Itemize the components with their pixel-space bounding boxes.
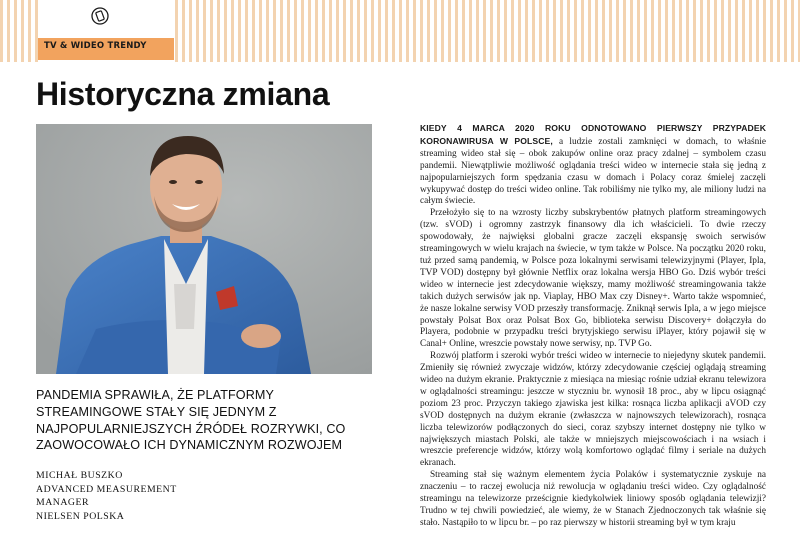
article-paragraph: Streaming stał się ważnym elementem życia Polaków i systematycznie zyskuje na znaczeniu – to raczej ewolucja niż rewolucja w oglądaniu treści wideo. Czy oglądalność streamingu na telewizorze prześcignie kiedykolwiek liniowy sposób oglądania telewizji? Trudno w tej chwili powiedzieć, ale wiemy, że w Stanach Zjednoczonych tak właśnie się stało. Nastąpiło to w lipcu br. – po raz pierwszy w historii streaming był w tym kraju — [420, 470, 766, 528]
author-name: MICHAŁ BUSZKO — [36, 470, 123, 481]
article-paragraph: Rozwój platform i szeroki wybór treści wideo w internecie to niejedyny skutek pandemii. Zmieniły się również zwyczaje widzów, którzy zdecydowanie częściej oglądają streaming wideo na dużym ekranie. Praktycznie z miesiąca na miesiąc rośnie udział ekranu telewizora w oglądalności streamingu: jeszcze w styczniu br. wynosił 18 proc., aby w lipcu osiągnąć poziom 23 proc. Przyczyn takiego zjawiska jest kilka: rosnąca liczba aplikacji aVOD czy sVOD dostępnych na dużym ekranie (zwłaszcza w najnowszych telewizorach), rosnąca liczba telewizorów podłączonych do sieci, coraz szybszy internet dostępny nie tylko w największych miastach Polski, ale także w mniejszych miejscowościach i na wsiach i wreszcie preferencje widzów, którzy wolą komfortowo oglądać filmy i seriale na dużych ekranach. — [420, 351, 766, 469]
author-byline — [36, 469, 236, 523]
author-title-cont: MANAGER — [36, 497, 90, 508]
author-company: NIELSEN POLSKA — [36, 510, 125, 522]
article-headline: Historyczna zmiana — [36, 76, 330, 112]
article-body — [420, 123, 766, 530]
article-paragraph: Przełożyło się to na wzrosty liczby subskrybentów płatnych platform streamingowych (tzw. sVOD) i ogromny zastrzyk finansowy dla ich właścicieli. To dwie rzeczy spowodowały, że najwięksi globalni gracze zaczęli ekspansję swoich serwisów streamingowych w wielu krajach na świecie, w tym także w Polsce. Na początku 2020 roku, tuż przed samą pandemią, w Polsce poza lokalnymi serwisami telewizyjnymi (Player, Ipla, TVP VOD) dostępny był głównie Netflix oraz lokalna wersja HBO Go. Dziś wybór treści wideo w internecie jest zdecydowanie większy, mamy możliwość streamingowania także takich dużych serwisów jak np. Viaplay, HBO Max czy Disney+. Warto także wspomnieć, że nasze lokalne serwisy VOD przeszły transformację. Zniknął serwis Ipla, a w jego miejsce powstały Polsat Box oraz Polsat Box Go, biblioteka serwisu Discovery+ dołączyła do Playera, podobnie w przypadku treści brytyjskiego serwisu iPlayer, który pojawił się w Canal+ Online, wreszcie powstały nowe serwisy, np. TVP Go. — [420, 208, 766, 350]
author-title: ADVANCED MEASUREMENT — [36, 483, 177, 495]
article-lead: KIEDY 4 MARCA 2020 ROKU ODNOTOWANO PIERWSZY PRZYPADEK KORONAWIRUSA W POLSCE, — [420, 123, 766, 146]
article-paragraph: KIEDY 4 MARCA 2020 ROKU ODNOTOWANO PIERWSZY PRZYPADEK KORONAWIRUSA W POLSCE, a ludzie zostali zamknięci w domach, to właśnie streaming wideo stał się – obok zakupów online oraz pracy zdalnej – symbolem czasu pandemii. Niewątpliwie możliwość oglądania treści wideo w internecie stała się jedną z najpopularniejszych form spędzania czasu w domach i Polacy coraz śmielej zaczęli wykupywać dostęp do treści wideo online. Tak robiliśmy nie tylko my, ale miliony ludzi na całym świecie. — [420, 123, 766, 207]
mobile-device-icon — [91, 7, 109, 25]
section-tag: TV & WIDEO TRENDY — [44, 41, 147, 51]
author-portrait-photo — [36, 124, 372, 374]
pull-quote: PANDEMIA SPRAWIŁA, ŻE PLATFORMY STREAMINGOWE STAŁY SIĘ JEDNYM Z NAJPOPULARNIEJSZYCH ŹRÓDEŁ ROZRYWKI, CO ZAOWOCOWAŁO ICH DYNAMICZNYM ROZWOJEM — [36, 388, 346, 453]
